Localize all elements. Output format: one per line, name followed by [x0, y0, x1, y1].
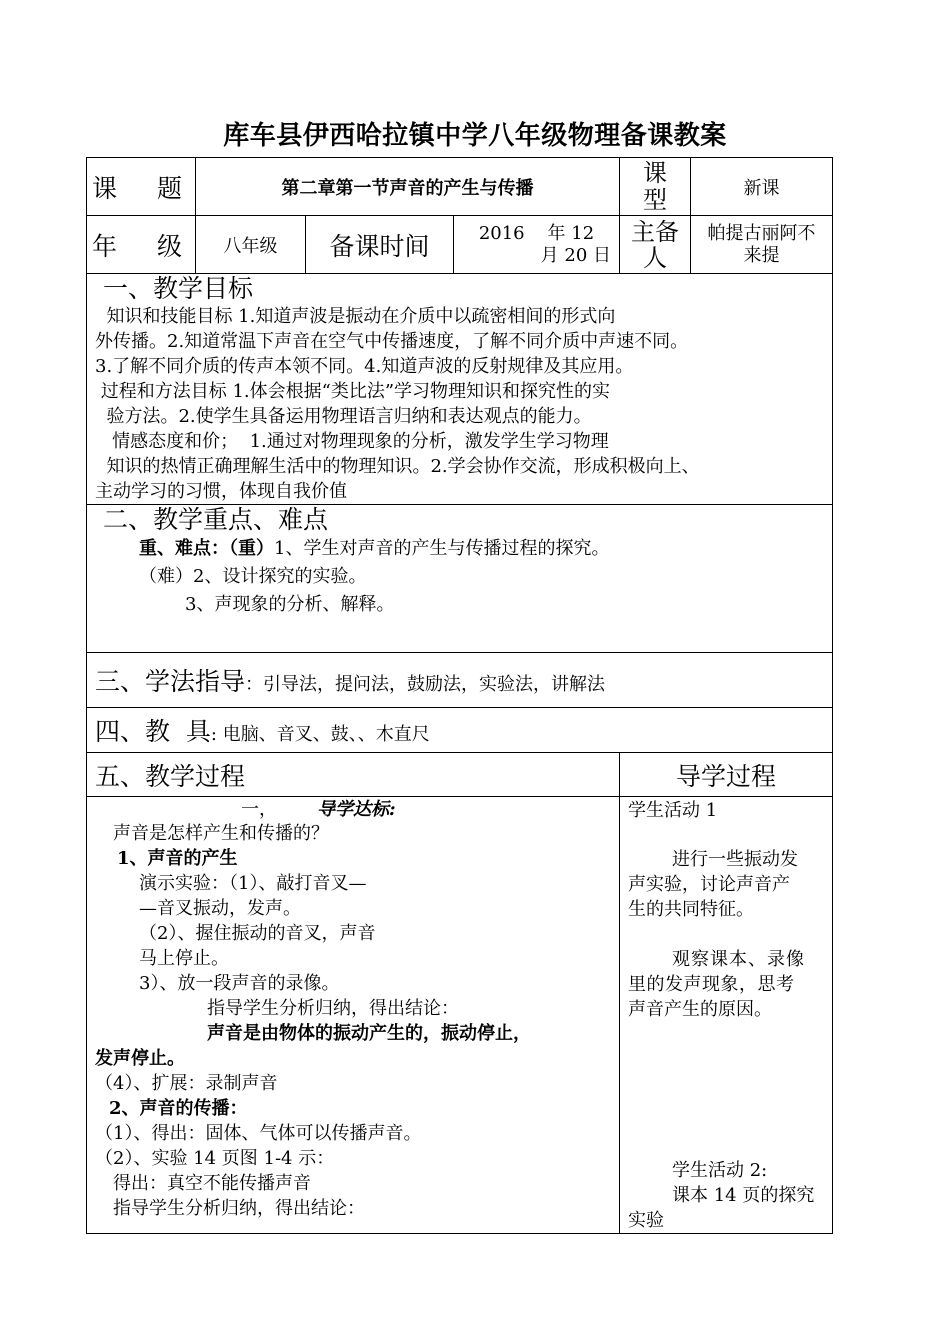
row-topic — [87, 158, 833, 216]
row-process-heading — [87, 753, 833, 797]
goals-line: 过程和方法目标 1.体会根据“类比法”学习物理知识和探究性的实 — [95, 381, 611, 402]
activity-title: 学生活动 1 — [628, 800, 718, 821]
type-value: 新课 — [691, 158, 833, 216]
prep-time-value — [454, 216, 620, 274]
document-title: 库车县伊西哈拉镇中学八年级物理备课教案 — [223, 121, 727, 151]
preparer-value-cell — [691, 216, 833, 274]
grade-label: 年 级 — [87, 216, 196, 274]
key-points-line-2: （难）2、设计探究的实验。 — [139, 566, 367, 587]
key-points-line-1 — [95, 535, 832, 563]
process-line: —音叉振动，发声。 — [139, 898, 301, 919]
section-number: 一， — [241, 799, 277, 820]
process-line: 1、声音的产生 — [117, 848, 238, 869]
guide-heading: 导学过程 — [620, 753, 833, 797]
key-points-main: 1、学生对声音的产生与传播过程的探究。 — [274, 538, 610, 559]
preparer-label: 主备人 — [631, 217, 679, 272]
goals-heading: 一、教学目标 — [103, 274, 254, 303]
goals-line: 知识和技能目标 1.知道声波是振动在介质中以疏密相间的形式向 — [95, 306, 616, 327]
process-line: 3）、放一段声音的录像。 — [139, 973, 340, 994]
tools-content: : 电脑、音叉、鼓、、木直尺 — [210, 724, 430, 745]
type-label-cell — [620, 158, 691, 216]
row-methods — [87, 653, 833, 708]
process-line: （2）、握住振动的音叉，声音 — [139, 923, 376, 944]
process-line: 演示实验：（1）、敲打音叉— — [139, 873, 367, 894]
goals-line: 主动学习的习惯，体现自我价值 — [95, 481, 347, 502]
process-line: 指导学生分析归纳，得出结论： — [207, 998, 459, 1019]
activity-line: 生的共同特征。 — [628, 899, 754, 920]
activity-line: 观察课本、录像 — [672, 949, 805, 970]
process-heading: 五、教学过程 — [87, 753, 620, 797]
process-line: 声音是由物体的振动产生的，振动停止， — [207, 1023, 531, 1044]
activity-line: 里的发声现象，思考 — [628, 974, 795, 995]
row-process-body — [87, 797, 833, 1234]
process-line: （2）、实验 14 页图 1-4 示： — [95, 1148, 335, 1169]
process-line: 指导学生分析归纳，得出结论： — [113, 1198, 365, 1219]
process-line: 发声停止。 — [95, 1048, 185, 1069]
goals-line: 3.了解不同介质的传声本领不同。4.知道声波的反射规律及其应用。 — [95, 356, 634, 377]
key-points-cell — [87, 505, 833, 653]
key-points-heading: 二、教学重点、难点 — [103, 505, 329, 534]
row-key-points — [87, 505, 833, 653]
activity-line: 进行一些振动发 — [672, 849, 798, 870]
activity-title: 学生活动 2: — [672, 1160, 768, 1181]
row-goals — [87, 274, 833, 505]
topic-value: 第二章第一节声音的产生与传播 — [196, 158, 620, 216]
prep-time-line2: 月 20 日 — [540, 244, 611, 266]
process-line: 得出：真空不能传播声音 — [113, 1173, 311, 1194]
goals-line: 情感态度和价； 1.通过对物理现象的分析，激发学生学习物理 — [95, 431, 609, 452]
activity-line: 实验 — [628, 1210, 664, 1231]
activity-line: 课本 14 页的探究 — [672, 1185, 815, 1206]
process-right-cell — [620, 797, 833, 1234]
methods-cell — [87, 653, 833, 708]
topic-label: 课 题 — [87, 158, 196, 216]
preparer-value: 帕提古丽阿不来提 — [707, 222, 816, 266]
prep-time-label: 备课时间 — [306, 216, 454, 274]
activity-line: 声音产生的原因。 — [628, 999, 772, 1020]
process-line — [95, 799, 619, 821]
preparer-label-cell — [620, 216, 691, 274]
goals-line: 知识的热情正确理解生活中的物理知识。2.学会协作交流，形成积极向上、 — [95, 456, 700, 477]
prep-time-line1: 2016 年 12 — [478, 222, 595, 244]
tools-heading: 四、教 具 — [95, 717, 211, 746]
section-title: 导学达标: — [317, 799, 396, 820]
process-line: 声音是怎样产生和传播的？ — [113, 823, 329, 844]
lesson-plan-table — [86, 157, 833, 1234]
process-line: （1）、得出：固体、气体可以传播声音。 — [95, 1123, 422, 1144]
process-left-cell — [87, 797, 620, 1234]
methods-content: ：引导法，提问法，鼓励法，实验法，讲解法 — [245, 674, 606, 695]
key-points-line-3: 3、声现象的分析、解释。 — [185, 594, 395, 615]
row-grade — [87, 216, 833, 274]
grade-value: 八年级 — [196, 216, 306, 274]
activity-line: 声实验，讨论声音产 — [628, 874, 790, 895]
process-line: （4）、扩展：录制声音 — [95, 1073, 278, 1094]
key-points-label: 重、难点：（重） — [139, 538, 274, 559]
goals-line: 验方法。2.使学生具备运用物理语言归纳和表达观点的能力。 — [95, 406, 592, 427]
process-line: 2、声音的传播： — [109, 1098, 248, 1119]
goals-cell — [87, 274, 833, 505]
type-label: 课型 — [643, 158, 667, 214]
methods-heading: 三、学法指导 — [95, 667, 246, 696]
row-tools — [87, 708, 833, 753]
tools-cell — [87, 708, 833, 753]
goals-line: 外传播。2.知道常温下声音在空气中传播速度，了解不同介质中声速不同。 — [95, 331, 689, 352]
process-line: 马上停止。 — [139, 948, 229, 969]
